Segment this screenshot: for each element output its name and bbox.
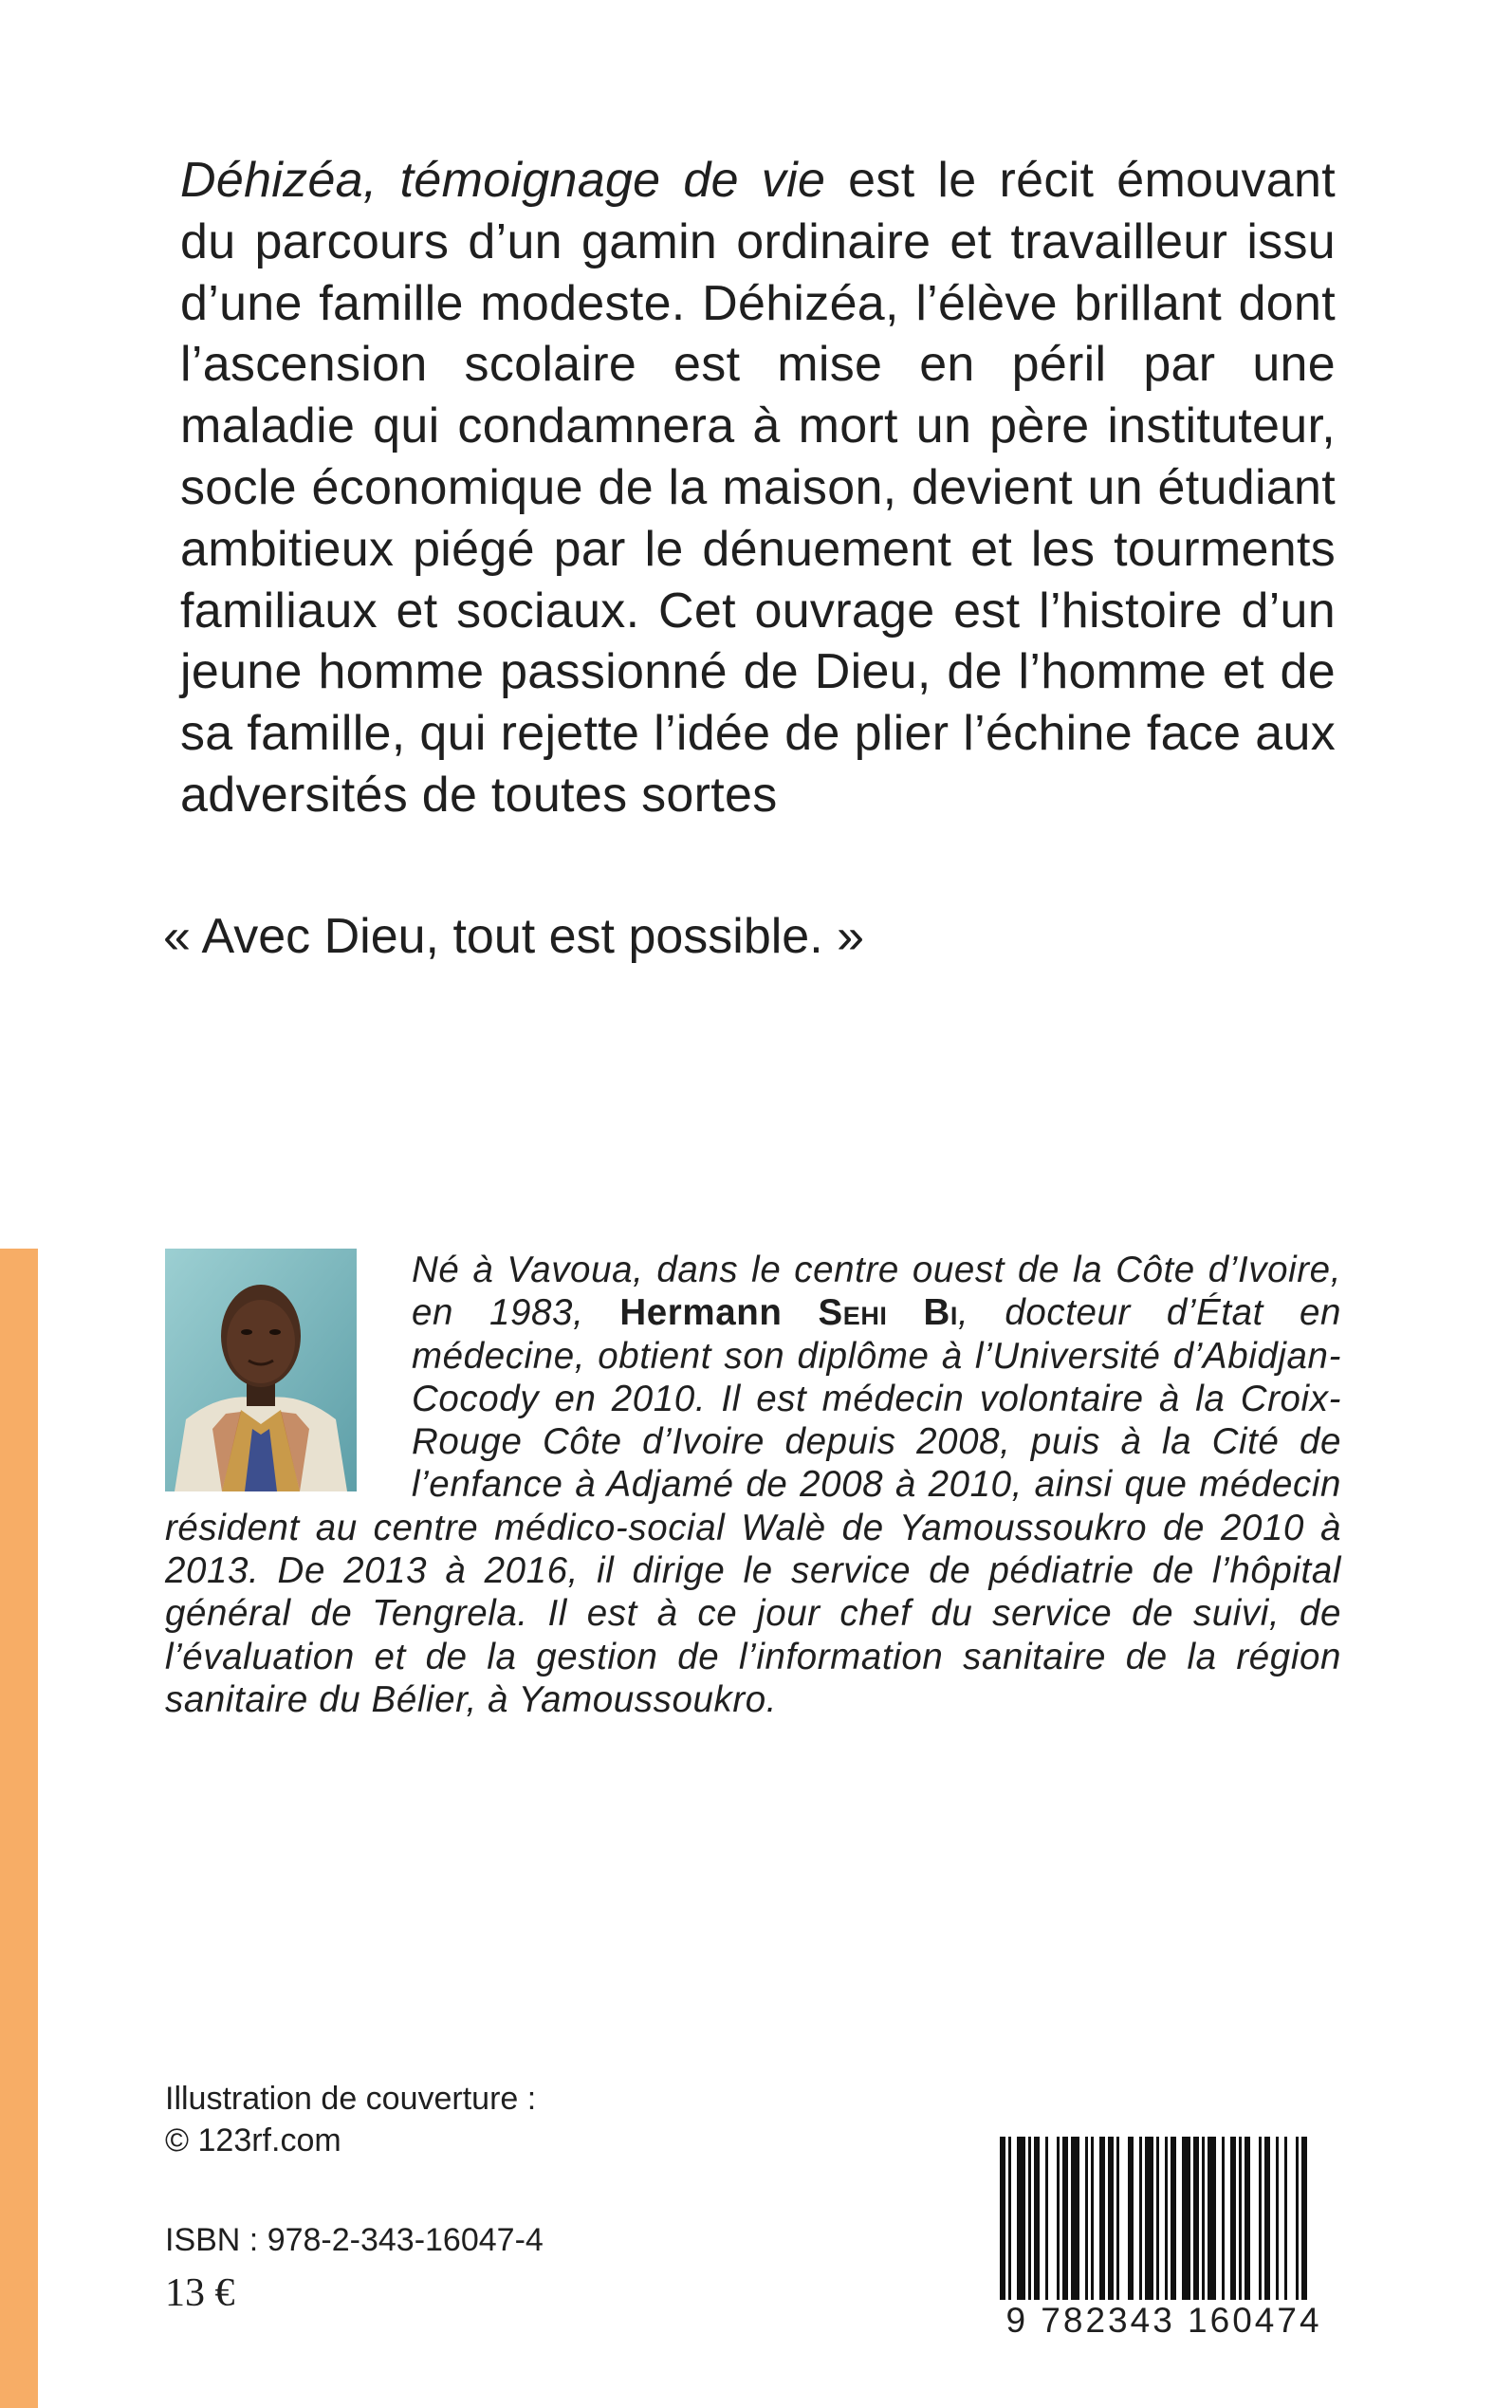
barcode-bar	[1259, 2137, 1262, 2307]
barcode-bar	[1034, 2137, 1040, 2307]
author-name	[619, 1292, 958, 1333]
barcode-bar	[1128, 2137, 1134, 2307]
author-last-name: Sehi Bi	[818, 1292, 959, 1334]
author-bio	[165, 1249, 1341, 1721]
barcode-bar	[1222, 2137, 1225, 2307]
barcode-bar	[1245, 2137, 1250, 2307]
book-title: Déhizéa, témoignage de vie	[180, 153, 826, 208]
credit-source: © 123rf.com	[165, 2122, 341, 2158]
barcode-bar	[1276, 2137, 1279, 2307]
barcode-bar	[1296, 2137, 1299, 2307]
summary-text: est le récit émouvant du parcours d’un gamin ordinaire et travailleur issu d’une famille modeste. Déhizéa, l’élève brillant dont l’ascension scolaire est mise en péril par une maladie qui condamnera à mort un père instituteur, socle économique de la maison, devient un étudiant ambitieux piégé par le dénuement et les tourments familiaux et sociaux. Cet ouvrage est l’histoire d’un jeune homme passionné de Dieu, de l’homme et de sa famille, qui rejette l’idée de plier l’échine face aux adversités de toutes sortes	[180, 153, 1336, 823]
photo-spacer	[165, 1249, 412, 1503]
barcode-bar	[1182, 2137, 1190, 2307]
barcode-bar	[1165, 2137, 1168, 2307]
barcode-bar	[1230, 2137, 1236, 2307]
barcode-bar	[1284, 2137, 1287, 2307]
quote: « Avec Dieu, tout est possible. »	[163, 909, 865, 964]
barcode-bar	[1057, 2137, 1060, 2307]
barcode-bar	[1139, 2137, 1142, 2307]
barcode-bar	[1193, 2137, 1199, 2307]
barcode-bar	[1239, 2137, 1242, 2307]
barcode-bar	[1085, 2137, 1088, 2307]
barcode-bar	[1099, 2137, 1105, 2307]
bio-rest: , docteur d’État en médecine, obtient son diplôme à l’Université d’Abidjan-Cocody en 2010. Il est médecin volontaire à la Croix-Rouge Côte d’Ivoire depuis 2008, puis à la Cité de l’enfance à Adjamé de 2008 à 2010, ainsi que médecin résident au centre médico-social Walè de Yamoussoukro de 2010 à 2013. De 2013 à 2016, il dirige le service de pédiatrie de l’hôpital général de Tengrela. Il est à ce jour chef du service de suivi, de l’évaluation et de la gestion de l’information sanitaire de la région sanitaire du Bélier, à Yamoussoukro.	[165, 1292, 1342, 1720]
back-cover-summary	[180, 150, 1336, 826]
author-first-name: Hermann	[619, 1292, 783, 1334]
barcode	[986, 2125, 1341, 2353]
barcode-bar	[1108, 2137, 1114, 2307]
barcode-bar	[1091, 2137, 1094, 2307]
barcode-bar	[1045, 2137, 1048, 2307]
barcode-bar	[1116, 2137, 1119, 2307]
bio-intro: Né à Vavoua, dans le centre ouest de la Côte d’Ivoire, en 1983,	[412, 1250, 1341, 1334]
barcode-bar	[1208, 2137, 1216, 2307]
orange-side-stripe	[0, 1249, 38, 2408]
barcode-bar	[1301, 2137, 1307, 2307]
barcode-bar	[1264, 2137, 1270, 2307]
barcode-bar	[1062, 2137, 1068, 2307]
barcode-bar	[1156, 2137, 1159, 2307]
barcode-bar	[1017, 2137, 1025, 2307]
barcode-bar	[1028, 2137, 1031, 2307]
barcode-digits: 9 782343 160474	[986, 2300, 1341, 2342]
barcode-bar	[1000, 2137, 1005, 2307]
isbn: ISBN : 978-2-343-16047-4	[165, 2222, 544, 2258]
barcode-bar	[1008, 2137, 1011, 2307]
barcode-bar	[1202, 2137, 1205, 2307]
price: 13 €	[165, 2271, 235, 2315]
cover-illustration-credit	[165, 2078, 536, 2161]
barcode-bar	[1071, 2137, 1079, 2307]
credit-label: Illustration de couverture :	[165, 2081, 537, 2117]
barcode-bar	[1171, 2137, 1176, 2307]
barcode-bar	[1145, 2137, 1153, 2307]
